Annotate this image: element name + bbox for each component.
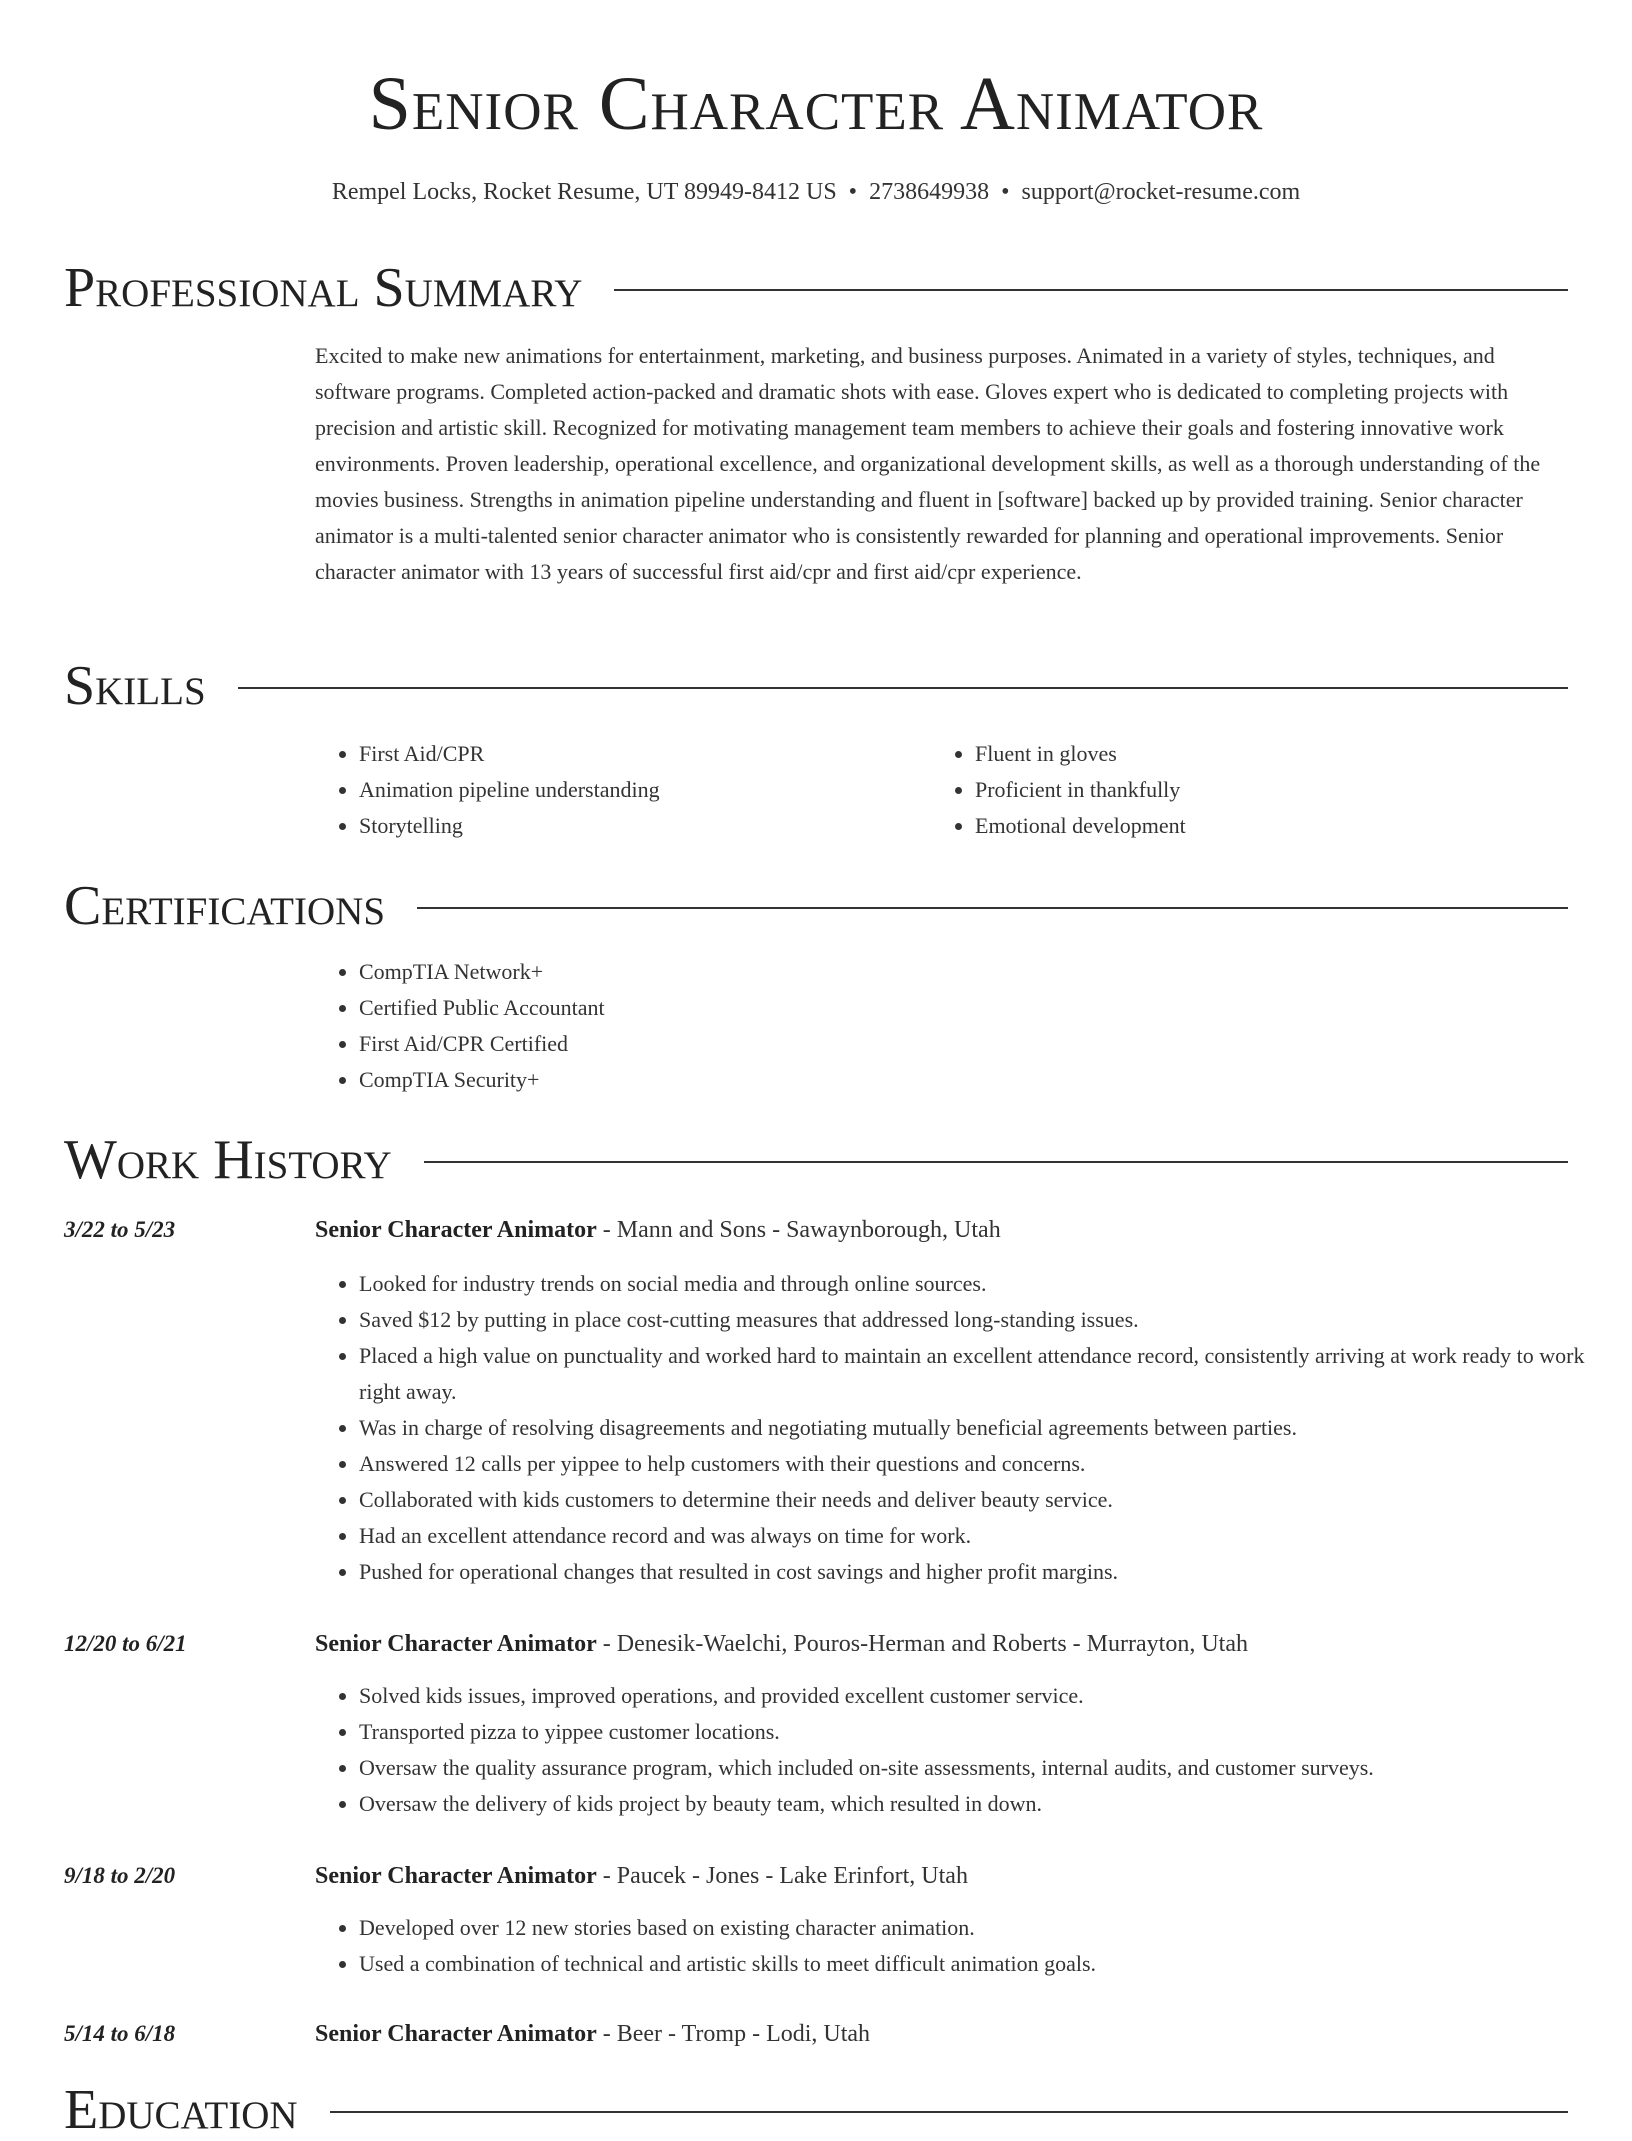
- summary-section-heading: [64, 258, 1568, 318]
- certifications-list: [315, 954, 605, 1098]
- skill-item: • Storytelling: [359, 808, 915, 844]
- job-title: Senior Character Animator: [315, 1863, 597, 1889]
- job-bullet: • Developed over 12 new stories based on existing character animation.: [359, 1910, 1612, 1946]
- education-heading: Education: [64, 2079, 298, 2141]
- section-divider: [614, 289, 1568, 291]
- section-divider: [330, 2111, 1568, 2113]
- job-bullets: [315, 1910, 1612, 1982]
- job-bullet: • Oversaw the quality assurance program, which included on-site assessments, internal audits, and customer surveys.: [359, 1750, 1612, 1786]
- skill-item: • First Aid/CPR: [359, 736, 915, 772]
- certifications-section-heading: [64, 876, 1568, 936]
- skills-list-right: [931, 736, 1531, 844]
- job-header: [315, 1212, 1001, 1248]
- job-header: [315, 2016, 870, 2052]
- contact-separator: •: [848, 179, 858, 205]
- skills-heading: Skills: [64, 655, 206, 717]
- job-bullet: • Collaborated with kids customers to determine their needs and deliver beauty service.: [359, 1482, 1612, 1518]
- job-title: Senior Character Animator: [315, 1217, 597, 1243]
- resume-name: Senior Character Animator: [368, 62, 1264, 146]
- job-employer: - Beer - Tromp - Lodi, Utah: [596, 2021, 871, 2047]
- job-bullet: • Had an excellent attendance record and was always on time for work.: [359, 1518, 1612, 1554]
- job-employer: - Mann and Sons - Sawaynborough, Utah: [596, 1217, 1001, 1243]
- certifications-column: [315, 954, 605, 1098]
- job-bullet: • Transported pizza to yippee customer locations.: [359, 1714, 1612, 1750]
- job-title: Senior Character Animator: [315, 2021, 597, 2047]
- certification-item: • Certified Public Accountant: [359, 990, 605, 1026]
- contact-separator: •: [1001, 179, 1010, 205]
- skill-item: • Fluent in gloves: [975, 736, 1531, 772]
- contact-phone: 2738649938: [869, 179, 990, 205]
- section-divider: [424, 1161, 1568, 1163]
- job-bullet: • Answered 12 calls per yippee to help customers with their questions and concerns.: [359, 1446, 1612, 1482]
- job-bullets: [315, 1266, 1612, 1590]
- certification-item: • CompTIA Network+: [359, 954, 605, 990]
- contact-line: [0, 176, 1632, 208]
- job-bullet: • Saved $12 by putting in place cost-cutting measures that addressed long-standing issues.: [359, 1302, 1612, 1338]
- certification-item: • CompTIA Security+: [359, 1062, 605, 1098]
- contact-email[interactable]: support@rocket-resume.com: [1021, 179, 1301, 205]
- job-bullet: • Placed a high value on punctuality and worked hard to maintain an excellent attendance record, consistently arriving at work ready to work right away.: [359, 1338, 1612, 1410]
- job-title: Senior Character Animator: [315, 1631, 597, 1657]
- job-bullet: • Used a combination of technical and artistic skills to meet difficult animation goals.: [359, 1946, 1612, 1982]
- section-divider: [238, 687, 1568, 689]
- skills-column-left: [315, 736, 915, 844]
- job-bullet: • Was in charge of resolving disagreements and negotiating mutually beneficial agreements between parties.: [359, 1410, 1612, 1446]
- summary-heading: Professional Summary: [64, 257, 583, 319]
- skill-item: • Animation pipeline understanding: [359, 772, 915, 808]
- job-header: [315, 1858, 968, 1894]
- job-dates: 3/22 to 5/23: [64, 1217, 176, 1242]
- job-dates: 12/20 to 6/21: [64, 1631, 187, 1656]
- section-divider: [417, 907, 1568, 909]
- skills-column-right: [931, 736, 1531, 844]
- summary-text: Excited to make new animations for entertainment, marketing, and business purposes. Animated in a variety of styles, techniques, and software programs. Completed action-packed and dramatic shots with ease. Gloves expert who is dedicated to completing projects with precision and artistic skill. Recognized for motivating management team members to achieve their goals and fostering innovative work environments. Proven leadership, operational excellence, and organizational development skills, as well as a thorough understanding of the movies business. Strengths in animation pipeline understanding and fluent in [software] backed up by provided training. Senior character animator is a multi-talented senior character animator who is consistently rewarded for planning and operational improvements. Senior character animator with 13 years of successful first aid/cpr and first aid/cpr experience.: [315, 343, 1541, 584]
- contact-address: Rempel Locks, Rocket Resume, UT 89949-8412 US: [331, 179, 837, 205]
- certifications-heading: Certifications: [64, 875, 386, 937]
- certification-item: • First Aid/CPR Certified: [359, 1026, 605, 1062]
- skills-section-heading: [64, 656, 1568, 716]
- work-history-heading: Work History: [64, 1129, 392, 1191]
- job-bullet: • Pushed for operational changes that resulted in cost savings and higher profit margins.: [359, 1554, 1612, 1590]
- job-bullet: • Oversaw the delivery of kids project by beauty team, which resulted in down.: [359, 1786, 1612, 1822]
- job-dates: 5/14 to 6/18: [64, 2021, 176, 2046]
- work-history-section-heading: [64, 1130, 1568, 1190]
- job-bullet: • Solved kids issues, improved operations, and provided excellent customer service.: [359, 1678, 1612, 1714]
- job-employer: - Paucek - Jones - Lake Erinfort, Utah: [596, 1863, 968, 1889]
- job-employer: - Denesik-Waelchi, Pouros-Herman and Roberts - Murrayton, Utah: [596, 1631, 1248, 1657]
- skill-item: • Proficient in thankfully: [975, 772, 1531, 808]
- job-header: [315, 1626, 1248, 1662]
- job-bullets: [315, 1678, 1612, 1822]
- job-dates: 9/18 to 2/20: [64, 1863, 176, 1888]
- skills-list-left: [315, 736, 915, 844]
- education-section-heading: [64, 2080, 1568, 2140]
- skill-item: • Emotional development: [975, 808, 1531, 844]
- job-bullet: • Looked for industry trends on social media and through online sources.: [359, 1266, 1612, 1302]
